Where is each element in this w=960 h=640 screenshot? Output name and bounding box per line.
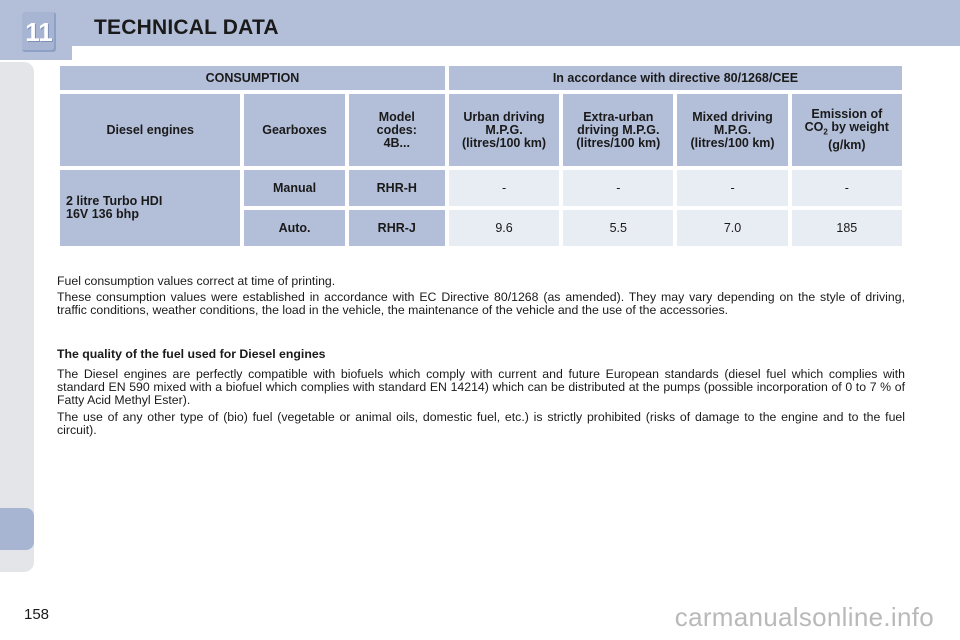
- model-code-cell: RHR-J: [349, 210, 445, 246]
- emission-rest: by weight: [827, 120, 889, 135]
- urban-line2: M.P.G.: [485, 122, 523, 137]
- col-header-extra-urban: [563, 94, 673, 166]
- emission-line2: [794, 121, 900, 139]
- col-header-urban: [449, 94, 559, 166]
- watermark: carmanualsonline.info: [674, 602, 934, 632]
- mixed-line1: Mixed driving: [692, 109, 773, 124]
- side-strip: [0, 62, 34, 572]
- consumption-table: [56, 62, 906, 250]
- emission-co: CO: [804, 120, 824, 135]
- mixed-value: 7.0: [677, 210, 787, 246]
- col-header-gearboxes: Gearboxes: [244, 94, 344, 166]
- co2-value: -: [792, 170, 902, 206]
- table-group-header-row: [60, 66, 902, 90]
- mixed-line2: M.P.G.: [713, 122, 752, 137]
- gearbox-cell: Manual: [244, 170, 344, 206]
- co2-value: 185: [792, 210, 902, 246]
- extra-line3: (litres/100 km): [576, 135, 661, 150]
- urban-line3: (litres/100 km): [461, 135, 547, 150]
- group-header-consumption: CONSUMPTION: [60, 66, 445, 90]
- table-column-header-row: [60, 94, 902, 166]
- urban-value: -: [449, 170, 559, 206]
- page-number: 158: [24, 606, 50, 623]
- page-title: TECHNICAL DATA: [94, 16, 279, 39]
- mixed-line3: (litres/100 km): [690, 135, 775, 150]
- chapter-number: 11: [25, 17, 53, 47]
- paragraph-consumption-values: These consumption values were established in accordance with EC Directive 80/1268 (as amended). They may vary depending on the style of driving, traffic conditions, weather conditions, the load in the vehicle, the maintenance of the vehicle and the use of the accessories.: [57, 290, 905, 317]
- col-header-diesel-engines: Diesel engines: [60, 94, 240, 166]
- urban-value: 9.6: [449, 210, 559, 246]
- engine-line2: 16V 136 bhp: [66, 207, 139, 221]
- model-code-cell: RHR-H: [349, 170, 445, 206]
- emission-line3: (g/km): [828, 137, 866, 152]
- paragraph-biofuels: The Diesel engines are perfectly compatible with biofuels which comply with current and future European standards (diesel fuel which complies with standard EN 590 mixed with a biofuel which complies with standard EN 14214) which can be distributed at the pumps (possible incorporation of 0 to 7 % of Fatty Acid Methyl Ester).: [57, 367, 905, 407]
- urban-line1: Urban driving: [463, 109, 545, 124]
- mixed-value: -: [677, 170, 787, 206]
- side-tab: [0, 508, 34, 550]
- col-header-emission: [792, 94, 902, 166]
- table-row: [60, 170, 902, 206]
- extra-urban-value: -: [563, 170, 673, 206]
- paragraph-printing-note: Fuel consumption values correct at time of printing.: [57, 274, 336, 288]
- gearbox-cell: Auto.: [244, 210, 344, 246]
- engine-line1: 2 litre Turbo HDI: [66, 194, 163, 208]
- emission-sub: 2: [823, 127, 828, 137]
- col-header-mixed: [677, 94, 787, 166]
- extra-line2: driving M.P.G.: [577, 122, 660, 137]
- group-header-directive: In accordance with directive 80/1268/CEE: [449, 66, 902, 90]
- model-codes-line1: Model: [378, 109, 415, 124]
- header-underline-gap: [72, 46, 960, 60]
- emission-line1: Emission of: [811, 107, 883, 122]
- section-heading-fuel-quality: The quality of the fuel used for Diesel engines: [57, 347, 326, 361]
- extra-line1: Extra-urban: [583, 109, 654, 124]
- engine-cell: [60, 170, 240, 246]
- col-header-model-codes: [349, 94, 445, 166]
- model-codes-line2: codes:: [376, 122, 417, 137]
- model-codes-line3: 4B...: [383, 135, 410, 150]
- extra-urban-value: 5.5: [563, 210, 673, 246]
- paragraph-prohibited-fuels: The use of any other type of (bio) fuel (vegetable or animal oils, domestic fuel, etc.) is strictly prohibited (risks of damage to the engine and to the fuel circuit).: [57, 410, 905, 437]
